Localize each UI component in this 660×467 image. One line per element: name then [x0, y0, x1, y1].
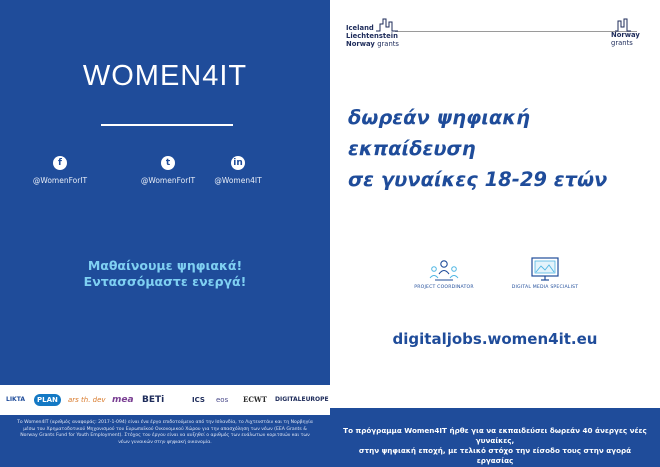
eea-grants-norway: Norway [346, 40, 375, 48]
role-digital-media-specialist [500, 256, 590, 290]
logo-likta: LIKTA [6, 396, 25, 403]
program-description-line-1: Το πρόγραμμα Women4IT ήρθε για να εκπαιδεύσει δωρεάν 40 άνεργες νέες γυναίκες, [343, 426, 647, 445]
program-description-line-2: στην ψηφιακή εποχή, με τελικό στόχο την είσοδο τους στην αγορά εργασίας [358, 446, 632, 465]
program-description [330, 408, 660, 467]
facebook-icon: f [53, 156, 67, 170]
logo-mea: mea [112, 395, 134, 405]
tagline-line-1: Μαθαίνουμε ψηφιακά! [87, 258, 243, 273]
twitter-icon: t [161, 156, 175, 170]
logo-digitaleurope: DIGITALEUROPE [275, 396, 329, 403]
role-project-coordinator [399, 256, 489, 290]
brand-title: WOMEN4IT [82, 60, 248, 92]
social-linkedin[interactable] [183, 156, 293, 185]
social-links [0, 156, 330, 196]
logo-beti: BETi [142, 395, 165, 405]
partner-logos [0, 385, 330, 415]
tagline-line-2: Εντασσόμαστε ενεργά! [83, 274, 247, 289]
logo-eos: eos [216, 396, 229, 404]
logo-ecwt: ECWT [243, 395, 267, 404]
headline-line-1: δωρεάν ψηφιακή εκπαίδευση [348, 102, 648, 164]
eea-grants-iceland: Iceland [346, 24, 374, 32]
facebook-handle: @WomenForIT [32, 176, 88, 185]
norway-grants-norway: Norway [611, 31, 640, 39]
twitter-handle: @WomenForIT [140, 176, 196, 185]
logo-ics: ICS [192, 396, 205, 404]
website-link[interactable]: digitaljobs.women4it.eu [392, 330, 598, 348]
eea-grants-liechtenstein: Liechtenstein [346, 32, 398, 40]
brand-divider [101, 124, 233, 126]
headline [348, 102, 648, 195]
grants-rule [395, 31, 637, 32]
norway-skyline-icon [615, 18, 631, 32]
norway-grants-word: grants [611, 39, 633, 47]
role-label-media: DIGITAL MEDIA SPECIALIST [511, 285, 579, 290]
linkedin-icon: in [231, 156, 245, 170]
logo-ars: ars th. dev [68, 396, 106, 404]
norway-grants-logo [611, 31, 640, 47]
linkedin-handle: @Women4IT [214, 176, 262, 185]
headline-line-2: σε γυναίκες 18-29 ετών [348, 164, 607, 195]
logo-plan: PLAN [34, 394, 61, 406]
social-facebook[interactable] [5, 156, 115, 185]
eea-grants-word: grants [377, 40, 399, 48]
funding-notice: Το Women4IT (αριθμός αναφοράς: 2017-1-094) είναι ένα έργο επιδοτούμενο από την Ισλανδία, το Λιχτενστάιν και τη Νορβηγία μέσω του Χρηματοδοτικού Μηχανισμού του Ευρωπαϊκού Οικονομικού Χώρου για την απασχόληση των νέων (EEA Grants & Norway Grants Fund for Youth Employment). Στόχος του έργου είναι να αυξηθεί ο αριθμός των ευάλωτων κοριτσιών και των νέων γυναικών στην ψηφιακή οικονομία. [17, 420, 313, 445]
tagline [0, 258, 330, 290]
right-panel [330, 0, 660, 467]
eea-skyline-icon [376, 18, 398, 32]
monitor-icon [530, 256, 560, 282]
team-icon [429, 256, 459, 282]
role-label-coordinator: PROJECT COORDINATOR [414, 285, 474, 290]
